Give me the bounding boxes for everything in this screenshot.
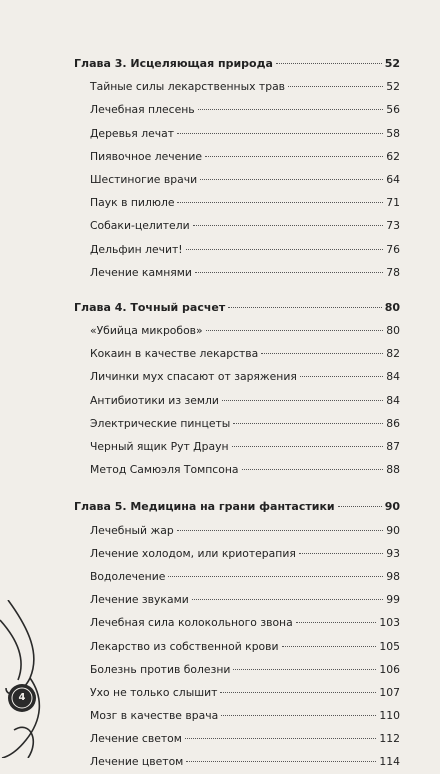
toc-entry-title: Лечебная сила колокольного звона bbox=[90, 616, 293, 630]
toc-entry bbox=[74, 542, 400, 565]
toc-chapter bbox=[74, 296, 400, 319]
toc-entry bbox=[74, 145, 400, 168]
toc-entry-title: Паук в пилюле bbox=[90, 196, 175, 210]
toc-dot-leader bbox=[233, 669, 376, 670]
toc-entry-title: Антибиотики из земли bbox=[90, 393, 219, 407]
toc-entry-title: Лечение светом bbox=[90, 732, 182, 746]
toc-entry bbox=[74, 635, 400, 658]
toc-page-number: 98 bbox=[386, 569, 400, 583]
toc-entry bbox=[74, 191, 400, 214]
toc-entry bbox=[74, 261, 400, 284]
toc-page-number: 82 bbox=[386, 347, 400, 361]
toc-page-number: 90 bbox=[384, 500, 400, 514]
toc-page-number: 80 bbox=[384, 300, 400, 314]
toc-dot-leader bbox=[221, 715, 376, 716]
toc-entry-title: Кокаин в качестве лекарства bbox=[90, 347, 259, 361]
toc-dot-leader bbox=[177, 530, 383, 531]
toc-entry bbox=[74, 458, 400, 481]
toc-dot-leader bbox=[186, 249, 383, 250]
toc-entry-title: Глава 5. Медицина на грани фантастики bbox=[74, 500, 335, 514]
toc-entry-title: Электрические пинцеты bbox=[90, 416, 231, 430]
toc-entry-title: Шестиногие врачи bbox=[90, 172, 198, 186]
toc-entry-title: Болезнь против болезни bbox=[90, 662, 231, 676]
toc-page-number: 84 bbox=[386, 393, 400, 407]
table-of-contents bbox=[74, 52, 400, 774]
toc-entry bbox=[74, 727, 400, 750]
toc-entry-title: Тайные силы лекарственных трав bbox=[90, 80, 286, 94]
toc-dot-leader bbox=[276, 63, 382, 64]
toc-dot-leader bbox=[195, 272, 383, 273]
toc-dot-leader bbox=[193, 225, 383, 226]
toc-dot-leader bbox=[261, 353, 383, 354]
toc-page-number: 103 bbox=[379, 616, 400, 630]
toc-entry bbox=[74, 704, 400, 727]
decorative-ornament bbox=[0, 600, 52, 758]
toc-dot-leader bbox=[296, 622, 377, 623]
toc-dot-leader bbox=[299, 553, 383, 554]
toc-entry-title: Лекарство из собственной крови bbox=[90, 639, 279, 653]
toc-dot-leader bbox=[220, 692, 376, 693]
toc-entry bbox=[74, 658, 400, 681]
toc-dot-leader bbox=[288, 86, 383, 87]
toc-page-number: 73 bbox=[386, 219, 400, 233]
toc-dot-leader bbox=[228, 307, 381, 308]
toc-entry bbox=[74, 319, 400, 342]
toc-entry-title: Лечение звуками bbox=[90, 593, 189, 607]
toc-chapter bbox=[74, 495, 400, 518]
toc-entry bbox=[74, 365, 400, 388]
toc-entry bbox=[74, 122, 400, 145]
toc-entry bbox=[74, 342, 400, 365]
toc-page-number: 71 bbox=[386, 196, 400, 210]
toc-entry bbox=[74, 681, 400, 704]
toc-entry bbox=[74, 98, 400, 121]
toc-entry bbox=[74, 519, 400, 542]
toc-entry bbox=[74, 214, 400, 237]
toc-page-number: 99 bbox=[386, 593, 400, 607]
toc-chapter bbox=[74, 52, 400, 75]
toc-entry-title: Лечение камнями bbox=[90, 265, 192, 279]
toc-dot-leader bbox=[338, 506, 382, 507]
toc-page-number: 106 bbox=[379, 662, 400, 676]
toc-entry-title: Глава 4. Точный расчет bbox=[74, 300, 226, 314]
toc-entry-title: Лечебный жар bbox=[90, 523, 174, 537]
toc-entry bbox=[74, 750, 400, 773]
toc-entry bbox=[74, 588, 400, 611]
toc-dot-leader bbox=[300, 376, 383, 377]
toc-entry-title: Пиявочное лечение bbox=[90, 149, 203, 163]
toc-dot-leader bbox=[192, 599, 383, 600]
toc-page-number: 62 bbox=[386, 149, 400, 163]
toc-dot-leader bbox=[200, 179, 383, 180]
toc-entry-title: Лечение холодом, или криотерапия bbox=[90, 546, 296, 560]
toc-page-number: 56 bbox=[386, 103, 400, 117]
toc-entry-title: Личинки мух спасают от заряжения bbox=[90, 370, 297, 384]
toc-dot-leader bbox=[185, 738, 376, 739]
toc-entry-title: Лечение цветом bbox=[90, 755, 184, 769]
toc-page-number: 88 bbox=[386, 463, 400, 477]
toc-page-number: 87 bbox=[386, 440, 400, 453]
toc-page-number: 107 bbox=[379, 685, 400, 699]
toc-page-number: 110 bbox=[379, 709, 400, 723]
toc-page-number: 52 bbox=[386, 80, 400, 94]
toc-dot-leader bbox=[168, 576, 383, 577]
toc-entry-title: Собаки-целители bbox=[90, 219, 190, 233]
toc-entry-title: «Убийца микробов» bbox=[90, 324, 203, 338]
toc-entry-title: Глава 3. Исцеляющая природа bbox=[74, 57, 273, 70]
toc-page-number: 64 bbox=[386, 172, 400, 186]
toc-entry bbox=[74, 238, 400, 261]
toc-page-number: 58 bbox=[386, 126, 400, 140]
toc-page-number: 78 bbox=[386, 265, 400, 279]
toc-dot-leader bbox=[205, 156, 383, 157]
toc-page-number: 76 bbox=[386, 242, 400, 256]
toc-entry bbox=[74, 565, 400, 588]
toc-entry-title: Метод Самюэля Томпсона bbox=[90, 463, 239, 477]
toc-page-number: 105 bbox=[379, 639, 400, 653]
toc-dot-leader bbox=[222, 400, 383, 401]
toc-entry bbox=[74, 611, 400, 634]
toc-entry-title: Мозг в качестве врача bbox=[90, 709, 219, 723]
toc-entry-title: Ухо не только слышит bbox=[90, 685, 218, 699]
toc-page-number: 52 bbox=[384, 57, 400, 70]
toc-page-number: 93 bbox=[386, 546, 400, 560]
toc-entry bbox=[74, 168, 400, 191]
toc-entry bbox=[74, 412, 400, 435]
toc-page-number: 86 bbox=[386, 416, 400, 430]
toc-dot-leader bbox=[282, 646, 377, 647]
toc-entry bbox=[74, 435, 400, 458]
toc-dot-leader bbox=[177, 133, 383, 134]
toc-entry-title: Лечебная плесень bbox=[90, 103, 195, 117]
toc-dot-leader bbox=[232, 446, 383, 447]
toc-page-number: 80 bbox=[386, 324, 400, 338]
toc-entry-title: Черный ящик Рут Драун bbox=[90, 440, 229, 453]
toc-dot-leader bbox=[198, 109, 383, 110]
toc-page-number: 84 bbox=[386, 370, 400, 384]
toc-dot-leader bbox=[186, 761, 376, 762]
toc-entry-title: Водолечение bbox=[90, 569, 166, 583]
toc-entry bbox=[74, 75, 400, 98]
toc-page-number: 112 bbox=[379, 732, 400, 746]
page-number: 4 bbox=[18, 692, 26, 703]
toc-page-number: 114 bbox=[379, 755, 400, 769]
toc-dot-leader bbox=[242, 469, 383, 470]
toc-dot-leader bbox=[206, 330, 383, 331]
toc-dot-leader bbox=[177, 202, 383, 203]
toc-entry-title: Дельфин лечит! bbox=[90, 242, 183, 256]
toc-page-number: 90 bbox=[386, 523, 400, 537]
toc-entry-title: Деревья лечат bbox=[90, 126, 175, 140]
toc-entry bbox=[74, 389, 400, 412]
toc-dot-leader bbox=[233, 423, 383, 424]
